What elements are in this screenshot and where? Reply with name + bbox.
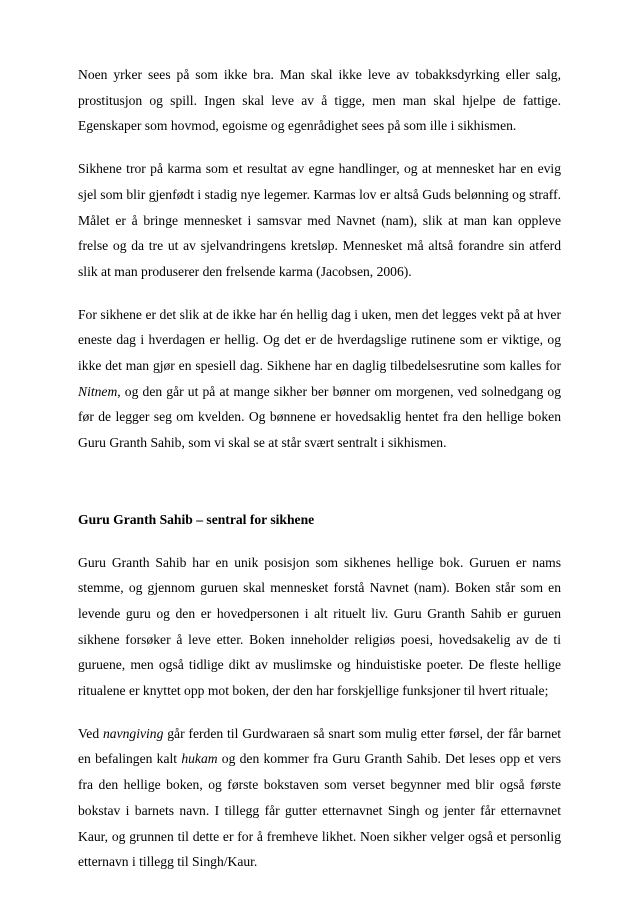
paragraph-naming-text-1: Ved: [78, 725, 103, 741]
paragraph-karma: Sikhene tror på karma som et resultat av egne handlinger, og at mennesket har en evig sjel som blir gjenfødt i stadig nye legemer. Karmas lov er altså Guds belønning og straff. Målet er å bringe mennesket i samsvar med Navnet (nam), slik at man kan oppleve frelse og da tre ut av sjelvandringens kretsløp. Mennesket må altså forandre sin atferd slik at man produserer den frelsende karma (Jacobsen, 2006).: [78, 161, 561, 279]
paragraph-holy-day: [78, 302, 561, 456]
paragraph-holy-day-text-2: , og den går ut på at mange sikher ber bønner om morgenen, ved solnedgang og før de legger seg om kvelden. Og bønnene er hovedsaklig hentet fra den hellige boken Guru Granth Sahib, som vi skal se at står svært sentralt i sikhismen.: [78, 383, 561, 451]
paragraph-naming-text-3: og den kommer fra Guru Granth Sahib. Det leses opp et vers fra den hellige boken, og første bokstaven som verset begynner med blir også første bokstav i barnets navn. I tillegg får gutter etternavnet Singh og jenter får etternavnet Kaur, og grunnen til dette er for å fremheve likhet. Noen sikher velger også et personlig etternavn i tillegg til Singh/Kaur.: [78, 751, 562, 870]
paragraph-naming: [78, 721, 561, 875]
document-page: [78, 62, 561, 875]
paragraph-guru-granth-sahib: Guru Granth Sahib har en unik posisjon som sikhenes hellige bok. Guruen er nams stemme, og gjennom guruen skal mennesket forstå Navnet (nam). Boken står som en levende guru og den er hovedpersonen i alt rituelt liv. Guru Granth Sahib er guruen sikhene forsøker å leve etter. Boken inneholder religiøs poesi, hovedsakelig av de ti guruene, men også tidlige dikt av muslimske og hinduistiske poeter. De fleste hellige ritualene er knyttet opp mot boken, der den har forskjellige funksjoner til hvert rituale;: [78, 554, 561, 699]
navngiving-term: navngiving: [103, 725, 164, 741]
nitnem-term: Nitnem: [78, 383, 118, 399]
hukam-term: hukam: [181, 751, 218, 767]
section-heading: Guru Granth Sahib – sentral for sikhene: [78, 511, 315, 527]
paragraph-naming-text-2: går ferden til Gurdwaraen så snart som mulig etter førsel, der får barnet en befalingen kalt: [78, 725, 562, 767]
paragraph-holy-day-text-1: For sikhene er det slik at de ikke har én hellig dag i uken, men det legges vekt på at hver eneste dag i hverdagen er hellig. Og det er de hverdagslige rutinene som er viktige, og ikke det man gjør en spesiell dag. Sikhene har en daglig tilbedelsesrutine som kalles for: [78, 306, 561, 374]
paragraph-occupations: Noen yrker sees på som ikke bra. Man skal ikke leve av tobakksdyrking eller salg, prostitusjon og spill. Ingen skal leve av å tigge, men man skal hjelpe de fattige. Egenskaper som hovmod, egoisme og egenrådighet sees på som ille i sikhismen.: [78, 67, 561, 134]
